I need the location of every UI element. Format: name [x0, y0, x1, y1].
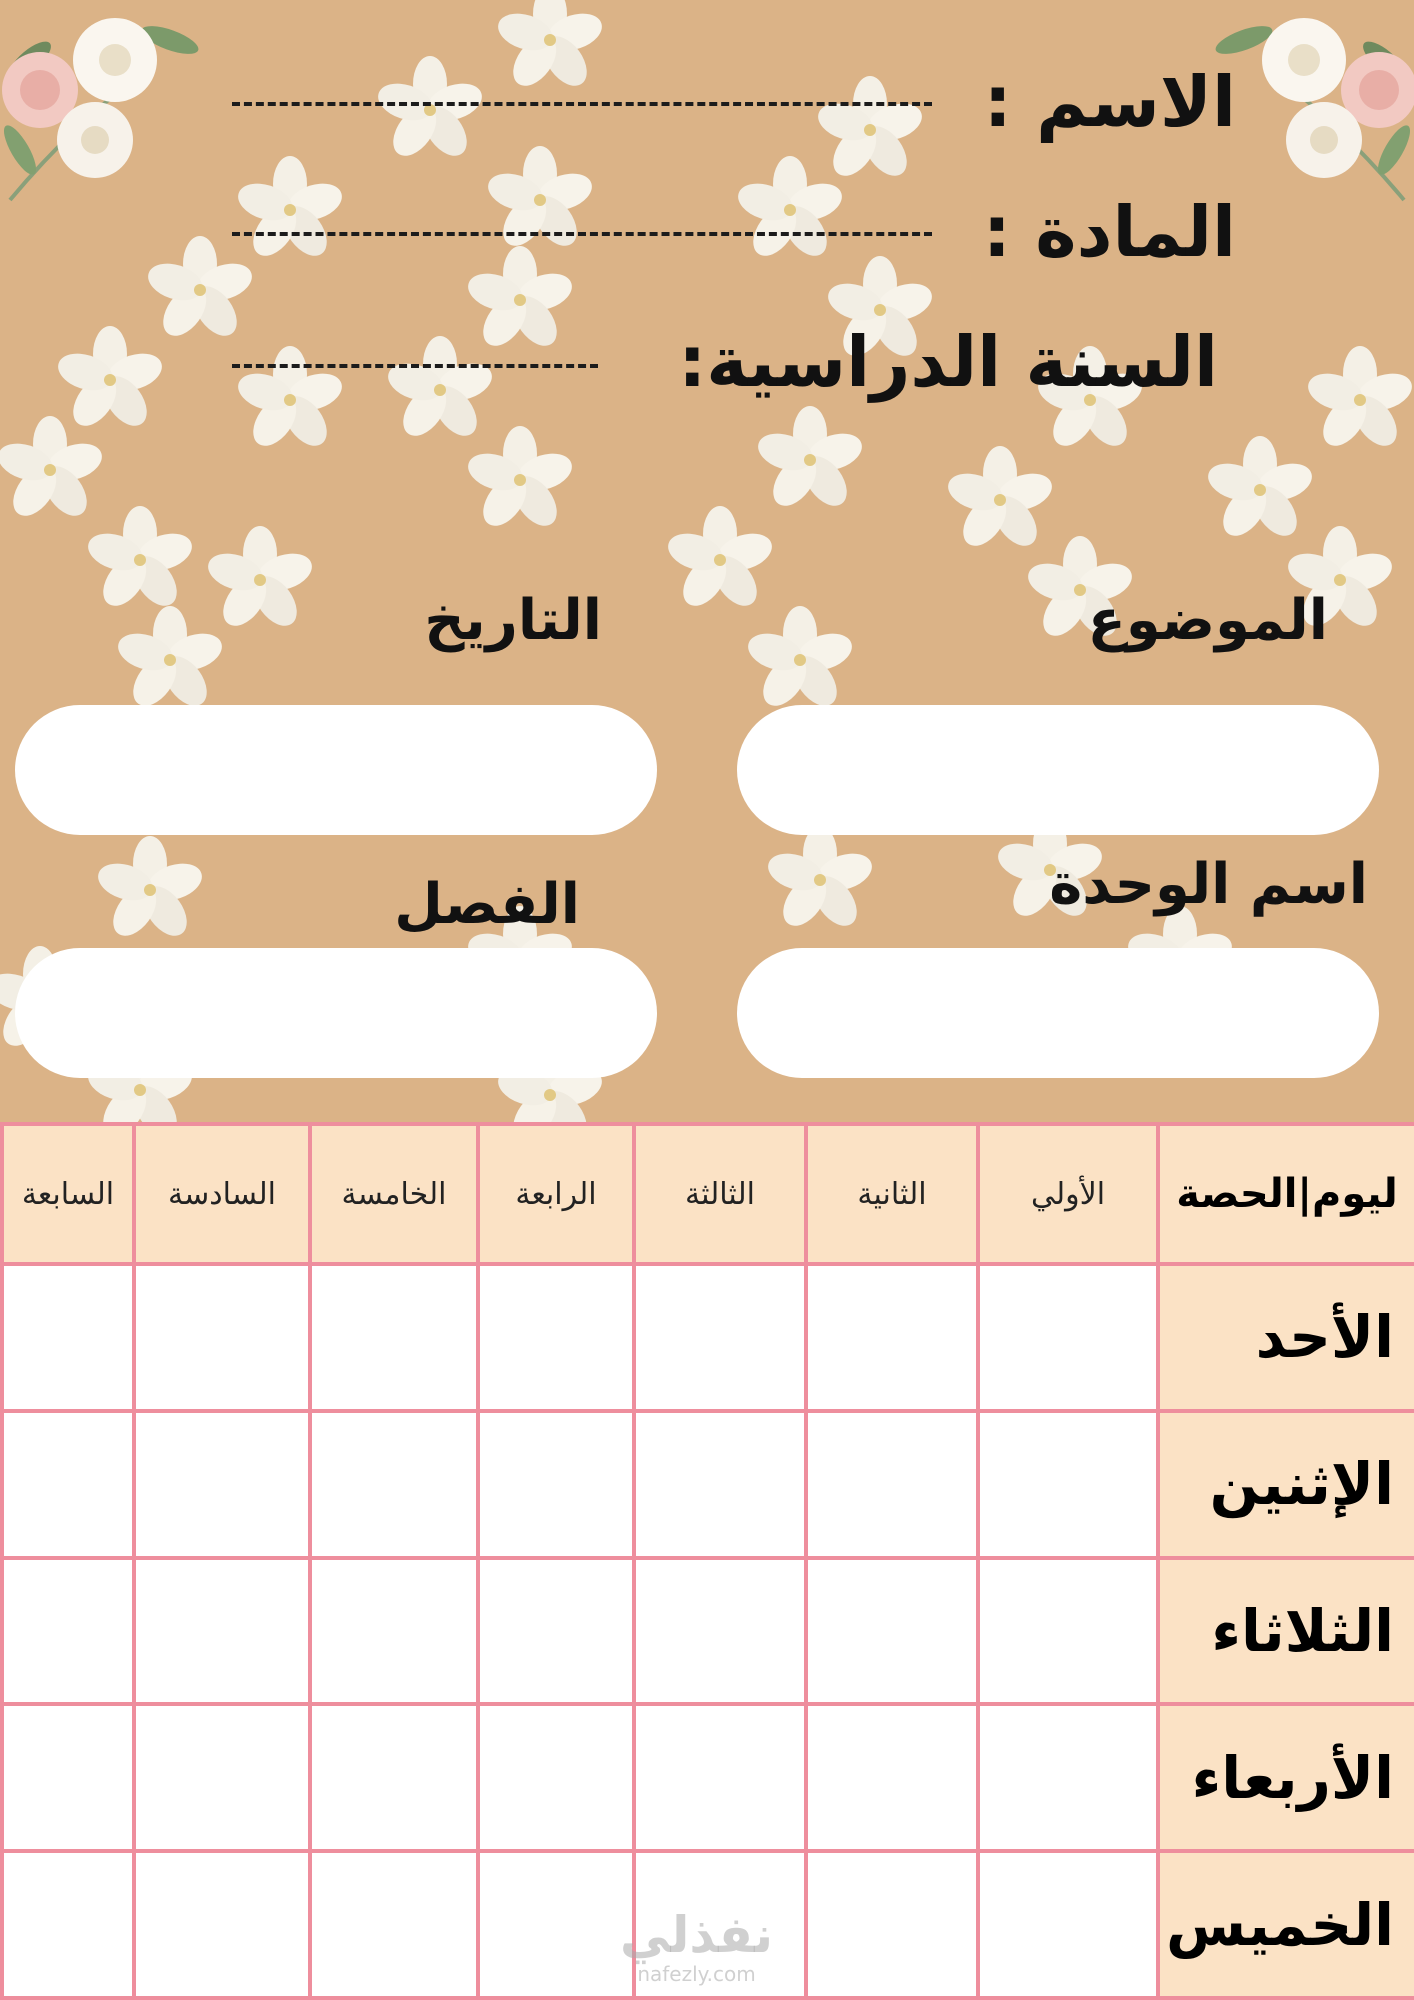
table-row — [2, 1264, 1414, 1411]
day-label-sunday: الأحد — [1158, 1264, 1414, 1411]
name-label: الاسم : — [983, 61, 1236, 143]
academic-year-label: السنة الدراسية: — [678, 321, 1218, 403]
date-field[interactable] — [15, 705, 657, 835]
day-period-header: ليوم|الحصة — [1158, 1124, 1414, 1264]
date-label: التاريخ — [424, 588, 602, 653]
unit-name-field[interactable] — [737, 948, 1379, 1078]
schedule-cell[interactable] — [478, 1704, 634, 1851]
watermark — [620, 1908, 773, 1986]
schedule-cell[interactable] — [806, 1264, 978, 1411]
day-label-wednesday: الأربعاء — [1158, 1704, 1414, 1851]
schedule-cell[interactable] — [634, 1411, 806, 1558]
name-line — [232, 102, 932, 106]
period-header-7: السابعة — [2, 1124, 134, 1264]
schedule-cell[interactable] — [134, 1264, 310, 1411]
schedule-cell[interactable] — [310, 1851, 478, 1998]
schedule-cell[interactable] — [978, 1704, 1158, 1851]
schedule-cell[interactable] — [806, 1704, 978, 1851]
table-row — [2, 1704, 1414, 1851]
schedule-cell[interactable] — [310, 1558, 478, 1705]
schedule-cell[interactable] — [478, 1851, 634, 1998]
watermark-latin: nafezly.com — [637, 1962, 756, 1986]
schedule-cell[interactable] — [478, 1264, 634, 1411]
schedule-cell[interactable] — [2, 1851, 134, 1998]
watermark-arabic: نفذلي — [620, 1906, 774, 1964]
period-header-6: السادسة — [134, 1124, 310, 1264]
subject-label: المادة : — [982, 191, 1236, 273]
table-row — [2, 1411, 1414, 1558]
schedule-cell[interactable] — [2, 1411, 134, 1558]
day-label-monday: الإثنين — [1158, 1411, 1414, 1558]
schedule-cell[interactable] — [478, 1558, 634, 1705]
class-label: الفصل — [394, 872, 580, 937]
class-field[interactable] — [15, 948, 657, 1078]
schedule-cell[interactable] — [978, 1851, 1158, 1998]
period-header-3: الثالثة — [634, 1124, 806, 1264]
topic-label: الموضوع — [1087, 588, 1328, 653]
schedule-cell[interactable] — [134, 1411, 310, 1558]
schedule-cell[interactable] — [310, 1264, 478, 1411]
schedule-header-row — [2, 1124, 1414, 1264]
schedule-cell[interactable] — [806, 1411, 978, 1558]
schedule-cell[interactable] — [2, 1704, 134, 1851]
schedule-cell[interactable] — [2, 1558, 134, 1705]
period-header-2: الثانية — [806, 1124, 978, 1264]
schedule-cell[interactable] — [134, 1704, 310, 1851]
schedule-cell[interactable] — [806, 1558, 978, 1705]
period-header-5: الخامسة — [310, 1124, 478, 1264]
schedule-cell[interactable] — [634, 1704, 806, 1851]
period-header-4: الرابعة — [478, 1124, 634, 1264]
schedule-table — [0, 1122, 1414, 2000]
unit-name-label: اسم الوحدة — [1049, 852, 1368, 917]
schedule-cell[interactable] — [634, 1558, 806, 1705]
schedule-cell[interactable] — [978, 1558, 1158, 1705]
period-header-1: الأولي — [978, 1124, 1158, 1264]
subject-line — [232, 232, 932, 236]
schedule-cell[interactable] — [978, 1264, 1158, 1411]
schedule-cell[interactable] — [478, 1411, 634, 1558]
table-row — [2, 1558, 1414, 1705]
day-label-thursday: الخميس — [1158, 1851, 1414, 1998]
schedule-cell[interactable] — [806, 1851, 978, 1998]
schedule-cell[interactable] — [310, 1411, 478, 1558]
schedule-cell[interactable] — [134, 1851, 310, 1998]
corner-bouquet-left — [0, 0, 240, 270]
schedule-cell[interactable] — [134, 1558, 310, 1705]
schedule-cell[interactable] — [634, 1264, 806, 1411]
schedule-cell[interactable] — [2, 1264, 134, 1411]
schedule-cell[interactable] — [310, 1704, 478, 1851]
schedule-cell[interactable] — [978, 1411, 1158, 1558]
topic-field[interactable] — [737, 705, 1379, 835]
day-label-tuesday: الثلاثاء — [1158, 1558, 1414, 1705]
academic-year-line — [232, 364, 598, 368]
